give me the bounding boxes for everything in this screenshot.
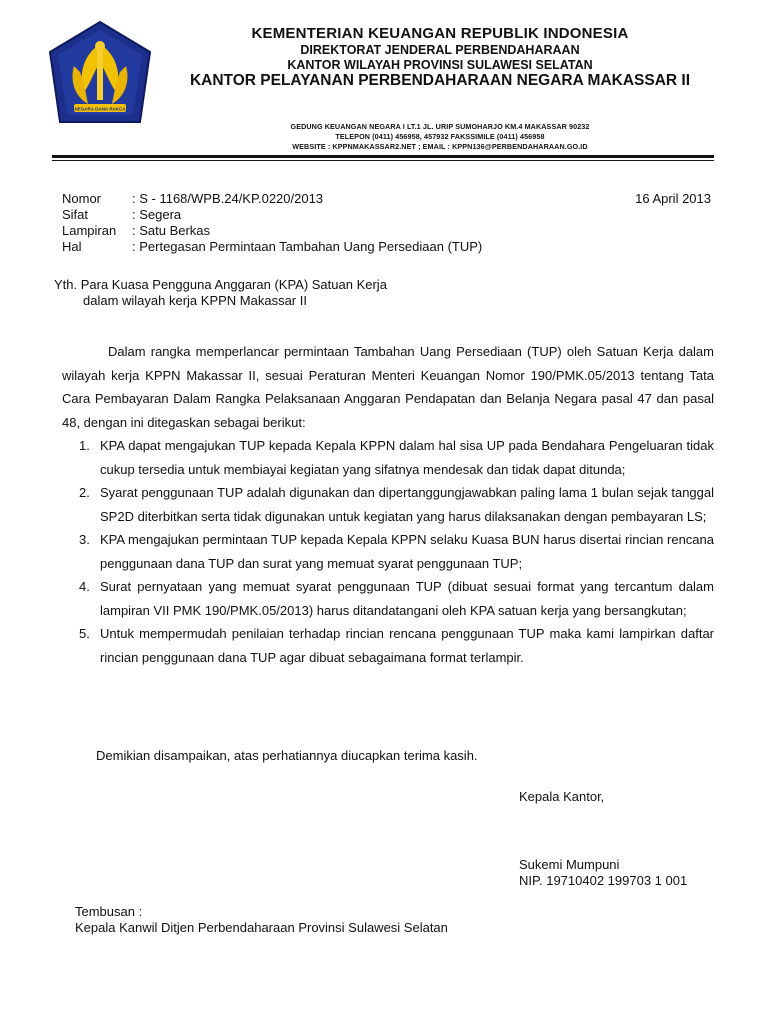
meta-lampiran [62,223,482,239]
office-web-email: WEBSITE : KPPNMAKASSAR2.NET ; EMAIL : KPPN136@PERBENDAHARAAN.GO.ID [292,142,588,151]
tembusan-label: Tembusan : [75,904,143,919]
letter-meta [62,191,482,255]
signatory-title: Kepala Kantor, [519,789,605,804]
tembusan-block [75,904,448,936]
addressee [54,277,387,309]
letter-date: 16 April 2013 [635,191,711,206]
signatory-block [519,857,687,889]
closing-sentence: Demikian disampaikan, atas perhatiannya diucapkan terima kasih. [96,748,478,763]
kemenkeu-logo [44,18,156,132]
meta-value: : Pertegasan Permintaan Tambahan Uang Persediaan (TUP) [132,239,483,254]
office-phone: TELEPON (0411) 456958, 457932 FAKSSIMILE (0411) 456958 [335,132,545,141]
list-number: 4. [79,579,90,594]
signatory-name: Sukemi Mumpuni [519,857,620,872]
meta-label: Nomor [62,191,102,206]
intro-paragraph: Dalam rangka memperlancar permintaan Tambahan Uang Persediaan (TUP) oleh Satuan Kerja dalam wilayah kerja KPPN Makassar II, sesuai Peraturan Menteri Keuangan Nomor 190/PMK.05/2013 tentang Tata Cara Pembayaran Dalam Rangka Pelaksanaan Anggaran Pendapatan dan Belanja Negara pasal 47 dan pasal 48, dengan ini ditegaskan sebagai berikut: [62,344,714,430]
list-item [62,622,714,669]
directorate-name: DIREKTORAT JENDERAL PERBENDAHARAAN [300,43,580,57]
letterhead-rule-thick [52,155,714,158]
list-text: KPA mengajukan permintaan TUP kepada Kepala KPPN selaku Kuasa BUN harus disertai rincian rencana penggunaan dana TUP dan surat yang memuat syarat penggunaan TUP; [100,532,714,571]
list-item [62,481,714,528]
signatory-nip: NIP. 19710402 199703 1 001 [519,873,688,888]
list-item [62,434,714,481]
addressee-line-2: dalam wilayah kerja KPPN Makassar II [83,293,307,308]
meta-value: : S - 1168/WPB.24/KP.0220/2013 [132,191,324,206]
list-number: 2. [79,485,90,500]
meta-hal [62,239,482,255]
list-text: Untuk mempermudah penilaian terhadap rincian rencana penggunaan TUP maka kami lampirkan daftar rincian penggunaan dana TUP agar dibuat sebagaimana format terlampir. [100,626,714,665]
list-text: KPA dapat mengajukan TUP kepada Kepala KPPN dalam hal sisa UP pada Bendahara Pengeluaran tidak cukup tersedia untuk membiayai kegiatan yang sifatnya mendesak dan tidak dapat ditunda; [100,438,714,477]
list-item [62,575,714,622]
list-text: Surat pernyataan yang memuat syarat penggunaan TUP (dibuat sesuai format yang tercantum dalam lampiran VII PMK 190/PMK.05/2013) harus ditandatangani oleh KPA satuan kerja yang bersangkutan; [100,579,714,618]
points-list [62,434,714,669]
logo-motto: NEGARA DANA RAKCA [74,106,126,112]
meta-label: Lampiran [62,223,117,238]
tembusan-recipient: Kepala Kanwil Ditjen Perbendaharaan Provinsi Sulawesi Selatan [75,920,448,935]
meta-nomor [62,191,482,207]
meta-value: : Segera [132,207,182,222]
meta-label: Hal [62,239,82,254]
meta-label: Sifat [62,207,89,222]
addressee-line-1: Yth. Para Kuasa Pengguna Anggaran (KPA) Satuan Kerja [54,277,387,292]
list-number: 3. [79,532,90,547]
letterhead-rule-thin [52,160,714,161]
list-number: 5. [79,626,90,641]
letter-body [62,340,714,669]
list-item [62,528,714,575]
office-address: GEDUNG KEUANGAN NEGARA I LT.1 JL. URIP SUMOHARJO KM.4 MAKASSAR 90232 [290,122,590,131]
office-name: KANTOR PELAYANAN PERBENDAHARAAN NEGARA MAKASSAR II [189,72,691,89]
meta-sifat [62,207,482,223]
regional-office-name: KANTOR WILAYAH PROVINSI SULAWESI SELATAN [287,58,593,72]
ministry-name: KEMENTERIAN KEUANGAN REPUBLIK INDONESIA [251,25,629,42]
list-number: 1. [79,438,90,453]
list-text: Syarat penggunaan TUP adalah digunakan dan dipertanggungjawabkan paling lama 1 bulan sejak tanggal SP2D diterbitkan serta tidak digunakan untuk kegiatan yang harus dilaksanakan dengan pembayaran LS; [100,485,714,524]
meta-value: : Satu Berkas [132,223,211,238]
